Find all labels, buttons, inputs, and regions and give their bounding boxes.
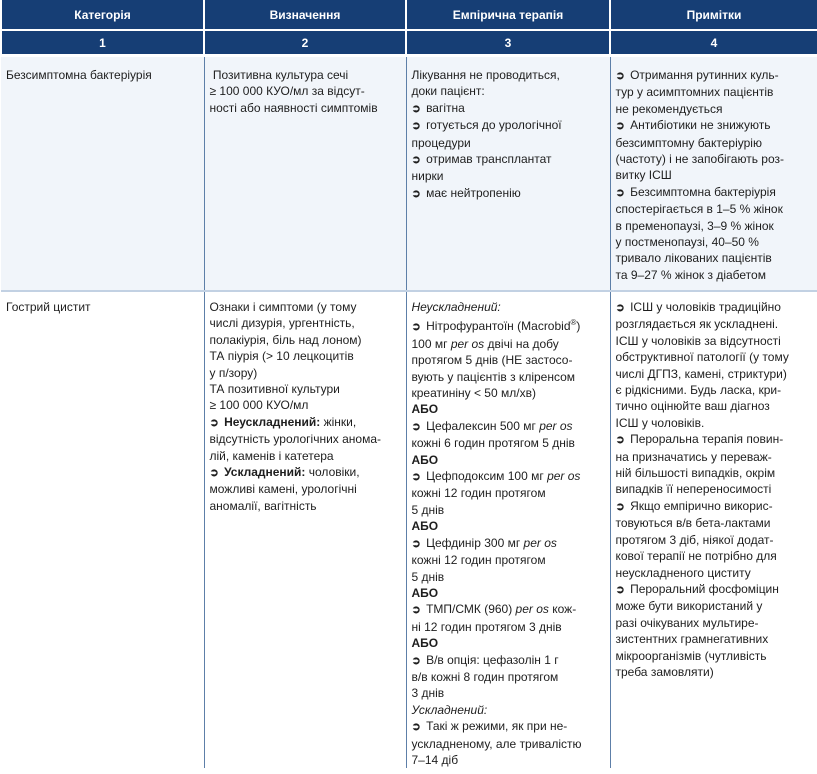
definition-line: лій, каменів і катетера — [209, 448, 334, 463]
note-line: та 9–27 % жінок з діабетом — [615, 267, 766, 282]
note-item: ➲ ІСШ у чоловіків традиційно — [615, 300, 781, 314]
definition-line: ≥ 100 000 КУО/мл за відсут- — [209, 84, 365, 99]
list-item-cont: нирки — [411, 169, 444, 184]
therapy-line: протягом 5 днів (НЕ застосо- — [411, 353, 573, 368]
therapy-line: креатиніну < 50 мл/хв) — [411, 386, 536, 401]
note-line: на призначатись у переваж- — [615, 449, 772, 464]
therapy-cell — [406, 56, 610, 292]
note-line: обструктивної патології (у тому — [615, 350, 789, 365]
list-item: ➲ готується до урологічної — [411, 118, 562, 133]
list-item: ➲ вагітна — [411, 100, 465, 115]
note-line: тривало лікованих пацієнтів — [615, 251, 772, 266]
note-line: безсимптомну бактеріурію — [615, 135, 762, 150]
therapy-subheading: Неускладнений: — [411, 300, 501, 314]
note-line: товуються в/в бета-лактами — [615, 516, 771, 531]
therapy-line: ні 12 годин протягом 3 днів — [411, 619, 562, 634]
header-category: Категорія — [1, 0, 204, 30]
therapy-item: ➲ Цефалексин 500 мг per os — [411, 418, 573, 433]
note-line: тично оцінюйте ваш діагноз — [615, 399, 770, 414]
note-item: ➲ Антибіотики не знижують — [615, 118, 771, 133]
arrow-bullet-icon: ➲ — [615, 434, 625, 447]
table-row — [1, 291, 817, 768]
note-item: ➲ Якщо емпірично викорис- — [615, 498, 773, 513]
column-number: 1 — [1, 30, 204, 56]
arrow-bullet-icon: ➲ — [411, 654, 421, 667]
list-item: ➲ має нейтропенію — [411, 185, 521, 200]
definition-line: ності або наявності симптомів — [209, 100, 378, 115]
notes-cell — [610, 291, 817, 768]
category-label: Безсимптомна бактеріурія — [6, 68, 152, 82]
notes-cell — [610, 56, 817, 292]
arrow-bullet-icon: ➲ — [615, 500, 625, 513]
arrow-bullet-icon: ➲ — [411, 102, 421, 115]
note-line: не рекомендується — [615, 101, 723, 116]
note-line: у постменопаузі, 40–50 % — [615, 235, 759, 250]
definition-line: полакіурія, біль над лоном) — [209, 332, 362, 347]
note-item: ➲ Отримання рутинних куль- — [615, 68, 779, 82]
note-line: ІСШ у чоловіків за відсутності — [615, 333, 781, 348]
note-line: в пременопаузі, 3–9 % жінок — [615, 218, 774, 233]
therapy-line: вують у пацієнтів з кліренсом — [411, 369, 576, 384]
therapy-item: ➲ Цефдинір 300 мг per os — [411, 535, 557, 550]
definition-line: Позитивна культура сечі — [209, 68, 349, 82]
therapy-item: ➲ Такі ж режими, як при не- — [411, 719, 568, 734]
therapy-line: 7–14 діб — [411, 752, 459, 767]
arrow-bullet-icon: ➲ — [411, 321, 421, 334]
therapy-line: 3 днів — [411, 686, 445, 701]
therapy-line: 5 днів — [411, 502, 445, 517]
column-number: 2 — [204, 30, 406, 56]
definition-item: ➲ Неускладнений: жінки, — [209, 414, 357, 429]
note-line: розглядається як ускладнені. — [615, 317, 779, 332]
therapy-line: кожні 6 годин протягом 5 днів — [411, 436, 575, 451]
note-line: кової терапії не потрібно для — [615, 549, 777, 564]
list-item: ➲ отримав трансплантат — [411, 152, 552, 167]
therapy-line: ускладненому, але тривалістю — [411, 736, 582, 751]
therapy-item: ➲ Цефподоксим 100 мг per os — [411, 469, 581, 484]
arrow-bullet-icon: ➲ — [615, 302, 625, 314]
definition-line: аномалії, вагітність — [209, 498, 317, 513]
arrow-bullet-icon: ➲ — [411, 187, 421, 200]
therapy-line: 5 днів — [411, 569, 445, 584]
arrow-bullet-icon: ➲ — [411, 420, 421, 433]
arrow-bullet-icon: ➲ — [411, 721, 421, 734]
arrow-bullet-icon: ➲ — [209, 416, 219, 429]
therapy-cell — [406, 291, 610, 768]
note-line: витку ІСШ — [615, 168, 672, 183]
note-line: спостерігається в 1–5 % жінок — [615, 202, 783, 217]
category-cell — [1, 291, 204, 768]
note-line: ІСШ у чоловіків. — [615, 415, 705, 430]
arrow-bullet-icon: ➲ — [411, 604, 421, 617]
arrow-bullet-icon: ➲ — [615, 583, 625, 596]
therapy-line: 100 мг per os двічі на добу — [411, 336, 559, 351]
note-line: (частоту) і не запобігають роз- — [615, 152, 784, 167]
list-item-cont: процедури — [411, 135, 471, 150]
arrow-bullet-icon: ➲ — [615, 186, 625, 199]
note-line: випадків її непереносимості — [615, 482, 772, 497]
arrow-bullet-icon: ➲ — [411, 120, 421, 133]
note-line: тур у асимптомних пацієнтів — [615, 85, 774, 100]
header-therapy: Емпірична терапія — [406, 0, 610, 30]
definition-item: ➲ Ускладнений: чоловіки, — [209, 465, 360, 480]
definition-line: ≥ 100 000 КУО/мл — [209, 398, 309, 413]
note-line: може бути використаний у — [615, 599, 763, 614]
note-line: зистентних грамнегативних — [615, 632, 769, 647]
header-row — [1, 0, 817, 30]
note-line: разі очікуваних мультире- — [615, 615, 759, 630]
definition-line: ТА піурія (> 10 лецкоцитів — [209, 349, 354, 364]
therapy-line: в/в кожні 8 годин протягом — [411, 669, 559, 684]
column-number: 3 — [406, 30, 610, 56]
therapy-item: ➲ ТМП/СМК (960) per os кож- — [411, 602, 577, 617]
definition-line: у п/зору) — [209, 365, 258, 380]
therapy-line: доки пацієнт: — [411, 84, 485, 99]
definition-line: числі дизурія, ургентність, — [209, 316, 355, 331]
note-line: протягом 3 діб, ніякої додат- — [615, 532, 774, 547]
column-number-row — [1, 30, 817, 56]
definition-line: можливі камені, урологічні — [209, 482, 357, 497]
note-item: ➲ Пероральна терапія повин- — [615, 432, 784, 447]
note-line: мікроорганізмів (чутливість — [615, 648, 767, 663]
therapy-line: кожні 12 годин протягом — [411, 553, 546, 568]
category-cell — [1, 56, 204, 292]
therapy-item: ➲ Нітрофурантоїн (Macrobid®) — [411, 318, 581, 334]
header-notes: Примітки — [610, 0, 817, 30]
definition-cell — [204, 56, 406, 292]
or-separator: АБО — [411, 585, 439, 600]
arrow-bullet-icon: ➲ — [615, 70, 625, 82]
or-separator: АБО — [411, 402, 439, 417]
column-number: 4 — [610, 30, 817, 56]
category-label: Гострий цистит — [6, 300, 91, 314]
arrow-bullet-icon: ➲ — [411, 537, 421, 550]
therapy-item: ➲ В/в опція: цефазолін 1 г — [411, 652, 559, 667]
arrow-bullet-icon: ➲ — [209, 467, 219, 480]
table-row — [1, 56, 817, 292]
or-separator: АБО — [411, 636, 439, 651]
note-line: треба замовляти) — [615, 664, 714, 679]
note-line: ній більшості випадків, окрім — [615, 466, 776, 481]
definition-cell — [204, 291, 406, 768]
definition-line: ТА позитивної культури — [209, 382, 340, 397]
arrow-bullet-icon: ➲ — [411, 471, 421, 484]
note-line: неускладненого циститу — [615, 565, 751, 580]
therapy-line: кожні 12 годин протягом — [411, 486, 546, 501]
or-separator: АБО — [411, 452, 439, 467]
therapy-line: Лікування не проводиться, — [411, 68, 560, 82]
header-definition: Визначення — [204, 0, 406, 30]
arrow-bullet-icon: ➲ — [615, 120, 625, 133]
therapy-subheading: Ускладнений: — [411, 702, 488, 717]
note-line: числі ДГПЗ, камені, стриктури) — [615, 366, 787, 381]
note-line: є рідкісними. Будь ласка, кри- — [615, 383, 782, 398]
definition-line: відсутність урологічних анома- — [209, 432, 382, 447]
or-separator: АБО — [411, 519, 439, 534]
arrow-bullet-icon: ➲ — [411, 154, 421, 167]
note-item: ➲ Безсимптомна бактеріурія — [615, 184, 776, 199]
note-item: ➲ Пероральний фосфоміцин — [615, 581, 779, 596]
definition-line: Ознаки і симптоми (у тому — [209, 300, 357, 314]
